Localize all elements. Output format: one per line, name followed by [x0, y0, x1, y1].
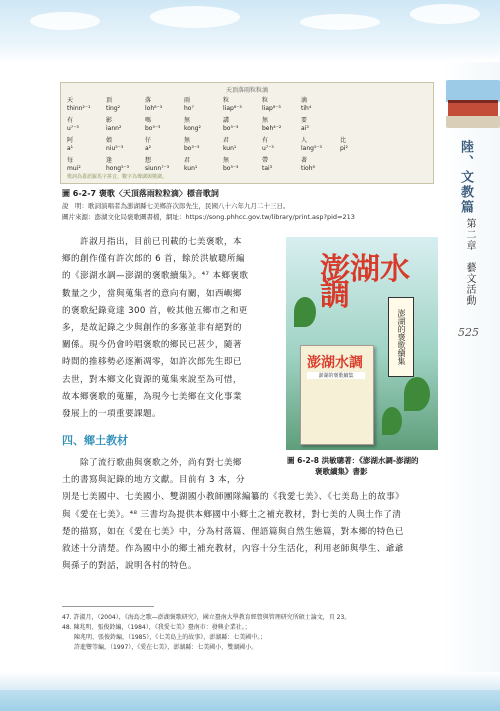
caption-line: 圖 6-2-8 洪敏聰著：《澎湖水調-澎湖的	[287, 456, 419, 465]
score-cell: 君	[184, 157, 191, 164]
paragraph-line: 楚的描寫，如在《愛在七美》中，分為村落篇、俚語篇與自然生態篇，對本鄉的特色已	[62, 526, 404, 537]
score-cell: 粒	[262, 97, 269, 104]
score-cell: 仔	[145, 137, 152, 144]
paragraph-line: 鄉的創作僅有許次郎的 6 首，餘於洪敏聰所編	[62, 254, 246, 265]
cloud-decoration	[30, 12, 100, 30]
footnote: 48. 陳兆明、張俊鈴編，（1984），《我愛七美》臺南市：發興企業社。；	[62, 624, 251, 631]
score-cell: loh⁸⁻³	[145, 105, 163, 112]
score-cell: bo⁵⁻³	[223, 165, 239, 172]
score-cell: a²	[145, 145, 152, 152]
score-cell: 比	[340, 137, 347, 144]
score-cell: 娘	[106, 137, 113, 144]
paragraph-line: 別是七美國中、七美國小、雙湖國小教師團隊編纂的《我愛七美》、《七美島上的故事》	[62, 492, 405, 503]
paragraph-line: 多，是故記錄之少與創作的多寡並非有絕對的	[62, 323, 242, 333]
inner-book-subtitle: 澎湖的褒歌續集	[307, 372, 365, 379]
score-cell: pi²	[340, 145, 348, 152]
score-cell: tai³	[262, 165, 273, 172]
score-cell: tih⁴	[301, 105, 312, 112]
top-sky-banner	[0, 0, 500, 62]
score-cell: ting²	[106, 105, 121, 112]
score-cell: 嗎	[145, 117, 152, 124]
score-cell: 滴	[301, 97, 308, 104]
score-cell: 無	[184, 137, 191, 144]
book-title: 澎湖水調	[320, 252, 410, 313]
score-cell: bo⁵⁻³	[184, 145, 200, 152]
figure-title: 圖 6-2-7 褒歌〈天頂落雨粒粒滴〉標音歌詞	[62, 189, 219, 198]
paragraph-line: 與《愛在七美》。⁴⁸ 三書均為提供本鄉國中小鄉土之補充教材，對七美的人與土作了清	[62, 509, 402, 520]
footnote: 47. 許淑月，（2004），《海島之歌—澎湖褒歌研究》，國立臺南大學教育經營與管理研究所碩士論文，頁 23。	[62, 614, 351, 621]
section-number: 第二章	[464, 218, 475, 251]
score-cell: 有	[67, 117, 74, 124]
footnote-divider	[62, 606, 154, 607]
paragraph-line: 除了流行歌曲與褒歌之外，尚有對七美鄉	[80, 458, 242, 468]
score-cell: 落	[145, 97, 152, 104]
figure-source: 圖片來源：澎湖文化局褒歌圖書檔，網址：https://song.phhcc.gov.tw/library/print.asp?pid=213	[62, 213, 355, 221]
chapter-title: 陸、文教篇	[458, 140, 473, 215]
score-row	[67, 115, 340, 124]
score-cell: 帶	[262, 157, 269, 164]
score-row	[67, 155, 340, 164]
score-cell: ho⁷	[184, 105, 194, 112]
book-subtitle: 澎湖的褒歌續集	[388, 297, 414, 377]
score-cell: liap⁸⁻³	[262, 105, 281, 112]
cloud-decoration	[410, 4, 480, 24]
sea-decoration	[0, 690, 500, 711]
score-cell: u⁷⁻³	[67, 125, 79, 132]
section-title: 藝文活動	[464, 262, 475, 306]
lyrics-score-image	[60, 82, 434, 184]
score-cell: bo⁵⁻³	[145, 125, 161, 132]
score-cell: 頂	[106, 97, 113, 104]
footnote: 陳兆明、張俊鈴編，（1985），《七美島上的故事》，澎湖縣：七美國中。；	[62, 634, 267, 641]
score-cell: 無	[262, 117, 269, 124]
score-row	[67, 105, 340, 112]
inner-book-title: 澎湖水調	[307, 355, 363, 371]
score-cell: tioh⁸	[301, 165, 315, 172]
paragraph-line: 去世，對本鄉文化資源的蒐集來說至為可惜，	[62, 374, 242, 385]
score-cell: 講	[223, 117, 230, 124]
score-cell: 雨	[184, 97, 191, 104]
score-cell: liap⁸⁻³	[223, 105, 242, 112]
score-cell: 有	[262, 137, 269, 144]
score-cell: 要	[301, 117, 308, 124]
score-cell: 阿	[67, 137, 74, 144]
figure-caption	[287, 455, 418, 477]
score-cell: mui²	[67, 165, 81, 172]
score-cell: 君	[223, 137, 230, 144]
score-cell: 逢	[106, 157, 113, 164]
score-cell: iann²	[106, 125, 122, 132]
paragraph-line: 與孫子的對話，說明各村的特色。	[62, 561, 197, 572]
paragraph-line: 發展上的一項重要課題。	[62, 409, 161, 419]
figure-description: 說 明：歌詞演唱者為澎湖縣七美鄉許次郎先生，民國八十六年九月二十三日。	[62, 202, 290, 210]
page-number: 525	[458, 326, 479, 339]
score-row	[67, 145, 379, 152]
paragraph-line: 許淑月指出，目前已刊載的七美褒歌，本	[80, 237, 242, 247]
inner-book-cover	[300, 345, 374, 445]
score-title: 天頂落雨粒粒滴	[225, 87, 268, 94]
book-cover-image	[286, 237, 438, 450]
score-row	[67, 165, 340, 172]
score-cell: thinn²⁻¹	[67, 105, 91, 112]
score-cell: ai³	[301, 125, 309, 132]
score-cell: 粒	[223, 97, 230, 104]
score-cell: 影	[106, 117, 113, 124]
score-cell: bo⁵⁻³	[223, 125, 239, 132]
score-cell: a¹	[67, 145, 74, 152]
score-footnote: 歌詞為臺語羅馬字拼音，數字為聲調與變調。	[67, 174, 168, 180]
caption-line: 褒歌續集》書影	[315, 467, 368, 476]
score-cell: 每	[67, 157, 74, 164]
paragraph-line: 故本鄉褒歌的蒐羅，為現今七美鄉在文化事業	[62, 391, 242, 402]
score-row	[67, 125, 340, 132]
paragraph-line: 的《澎湖水調—澎湖的褒歌續集》。⁴⁷ 本鄉褒歌	[62, 271, 249, 282]
score-cell: 無	[223, 157, 230, 164]
score-cell: kun¹	[223, 145, 237, 152]
score-row	[67, 135, 379, 144]
paragraph-line: 時間的推移勢必逐漸凋零，如許次郎先生即已	[62, 357, 242, 368]
score-cell: kong²	[184, 125, 201, 132]
score-cell: beh⁴⁻²	[262, 125, 282, 132]
footnote: 許進豐等編，（1997），《愛在七美》，澎湖縣：七美國小、雙湖國小。	[62, 644, 258, 651]
paragraph-line: 關係。現今仍會吟唱褒歌的鄉民已甚少，隨著	[62, 340, 242, 351]
paragraph-line: 土的書寫與記錄的地方文獻。目前有 3 本，分	[62, 475, 246, 486]
paragraph-line: 數量之少，當與蒐集者的意向有關，如西嶼鄉	[62, 288, 242, 299]
score-cell: lang⁵⁻³	[301, 145, 322, 152]
score-cell: 想	[145, 157, 152, 164]
house-photo	[446, 80, 500, 128]
score-row	[67, 95, 340, 104]
cloud-decoration	[150, 6, 240, 28]
score-cell: 天	[67, 97, 74, 104]
cloud-decoration	[300, 14, 380, 30]
score-cell: 人	[301, 137, 308, 144]
score-cell: kun¹	[184, 165, 198, 172]
paragraph-line: 的褒歌紀錄竟達 300 首，較其他五鄉市之和更	[62, 305, 248, 316]
score-cell: 著	[301, 157, 308, 164]
score-cell: niu⁵⁻³	[106, 145, 124, 152]
score-cell: hong⁵⁻³	[106, 165, 130, 172]
score-cell: siunn⁷⁻³	[145, 165, 170, 172]
paragraph-line: 敘述十分清楚。作為國中小的鄉土補充教材，內容十分生活化，利用老師與學生、爺爺	[62, 544, 404, 554]
section-heading: 四、鄉土教材	[62, 434, 128, 447]
score-cell: u⁷⁻³	[262, 145, 274, 152]
score-cell: 無	[184, 117, 191, 124]
